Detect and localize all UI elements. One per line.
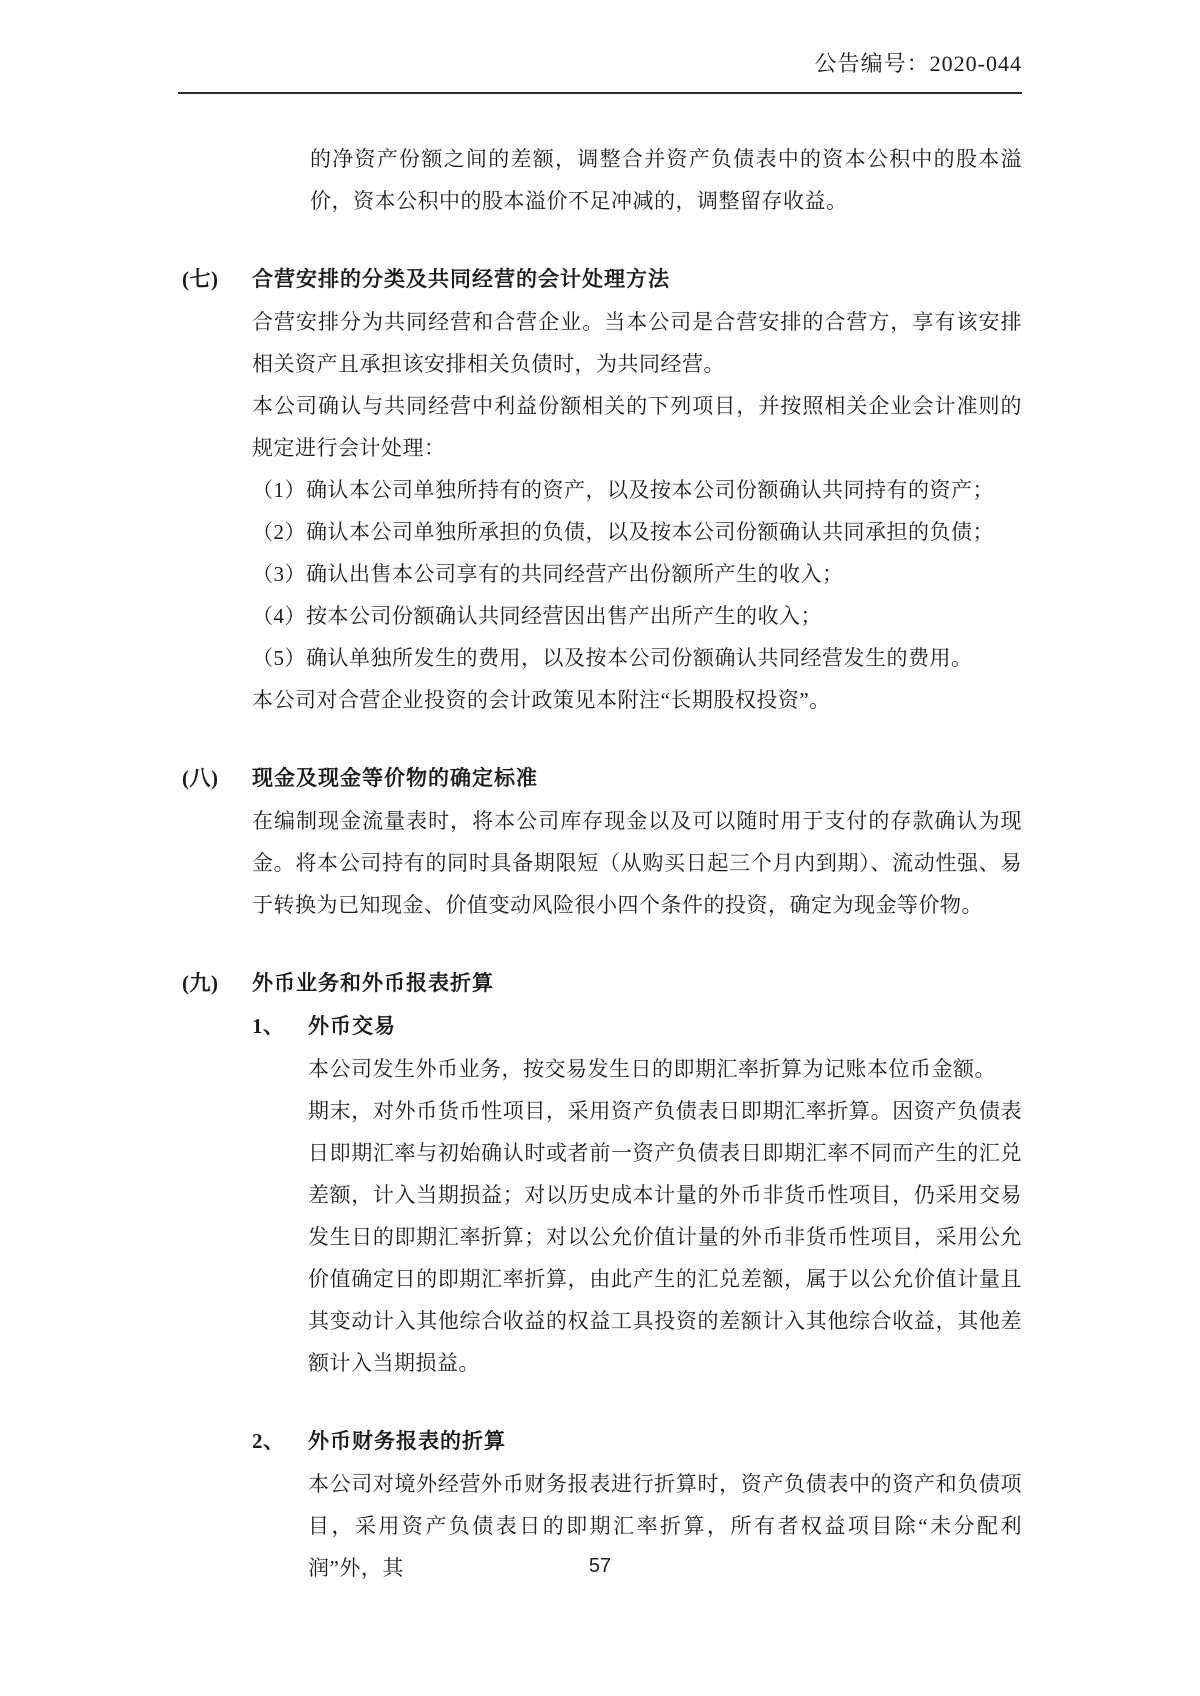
section-body xyxy=(252,301,1022,721)
section-body xyxy=(252,1005,1022,1589)
section-9 xyxy=(182,962,1022,1589)
body-paragraph: 本公司确认与共同经营中利益份额相关的下列项目，并按照相关企业会计准则的规定进行会计处理： xyxy=(252,394,1022,460)
section-title: 外币业务和外币报表折算 xyxy=(252,972,494,995)
section-7 xyxy=(182,258,1022,721)
page-header xyxy=(178,50,1022,94)
list-item: （2）确认本公司单独所承担的负债，以及按本公司份额确认共同承担的负债； xyxy=(252,520,994,544)
announcement-number: 公告编号：2020-044 xyxy=(814,51,1022,76)
section-8 xyxy=(182,757,1022,926)
page-content xyxy=(182,138,1022,1589)
list-item: （1）确认本公司单独所持有的资产，以及按本公司份额确认共同持有的资产； xyxy=(252,478,994,502)
body-paragraph: 在编制现金流量表时，将本公司库存现金以及可以随时用于支付的存款确认为现金。将本公司持有的同时具备期限短（从购买日起三个月内到期）、流动性强、易于转换为已知现金、价值变动风险很小四个条件的投资，确定为现金等价物。 xyxy=(252,809,1022,917)
subsection-title: 外币财务报表的折算 xyxy=(308,1430,506,1453)
subsection-1 xyxy=(252,1005,1022,1384)
body-paragraph: 合营安排分为共同经营和合营企业。当本公司是合营安排的合营方，享有该安排相关资产且承担该安排相关负债时，为共同经营。 xyxy=(252,310,1022,376)
subsection-body xyxy=(308,1048,1022,1384)
page-footer xyxy=(0,1555,1200,1578)
section-heading xyxy=(182,258,1022,301)
list-item: （3）确认出售本公司享有的共同经营产出份额所产生的收入； xyxy=(252,562,844,586)
page-number: 57 xyxy=(588,1555,612,1577)
subsection-heading xyxy=(252,1005,1022,1048)
section-heading xyxy=(182,757,1022,800)
subsection-heading xyxy=(252,1420,1022,1463)
subsection-number: 2、 xyxy=(252,1429,285,1453)
body-paragraph: 本公司发生外币业务，按交易发生日的即期汇率折算为记账本位币金额。 xyxy=(308,1057,996,1081)
section-label: (八) xyxy=(182,766,219,790)
continuation-paragraph: 的净资产份额之间的差额，调整合并资产负债表中的资本公积中的股本溢价，资本公积中的股本溢价不足冲减的，调整留存收益。 xyxy=(310,147,1022,213)
subsection-number: 1、 xyxy=(252,1014,285,1038)
section-label: (七) xyxy=(182,267,219,291)
list-item: （4）按本公司份额确认共同经营因出售产出所产生的收入； xyxy=(252,604,822,628)
section-heading xyxy=(182,962,1022,1005)
section-label: (九) xyxy=(182,971,219,995)
body-paragraph: 本公司对境外经营外币财务报表进行折算时，资产负债表中的资产和负债项目，采用资产负债表日的即期汇率折算，所有者权益项目除“未分配利润”外，其 xyxy=(308,1472,1022,1580)
subsection-title: 外币交易 xyxy=(308,1015,396,1038)
section-title: 现金及现金等价物的确定标准 xyxy=(252,767,538,790)
list-item: （5）确认单独所发生的费用，以及按本公司份额确认共同经营发生的费用。 xyxy=(252,646,973,670)
body-paragraph: 期末，对外币货币性项目，采用资产负债表日即期汇率折算。因资产负债表日即期汇率与初始确认时或者前一资产负债表日即期汇率不同而产生的汇兑差额，计入当期损益；对以历史成本计量的外币非货币性项目，仍采用交易发生日的即期汇率折算；对以公允价值计量的外币非货币性项目，采用公允价值确定日的即期汇率折算，由此产生的汇兑差额，属于以公允价值计量且其变动计入其他综合收益的权益工具投资的差额计入其他综合收益，其他差额计入当期损益。 xyxy=(308,1099,1022,1375)
section-title: 合营安排的分类及共同经营的会计处理方法 xyxy=(252,268,670,291)
body-paragraph: 本公司对合营企业投资的会计政策见本附注“长期股权投资”。 xyxy=(252,688,831,712)
section-body xyxy=(252,800,1022,926)
